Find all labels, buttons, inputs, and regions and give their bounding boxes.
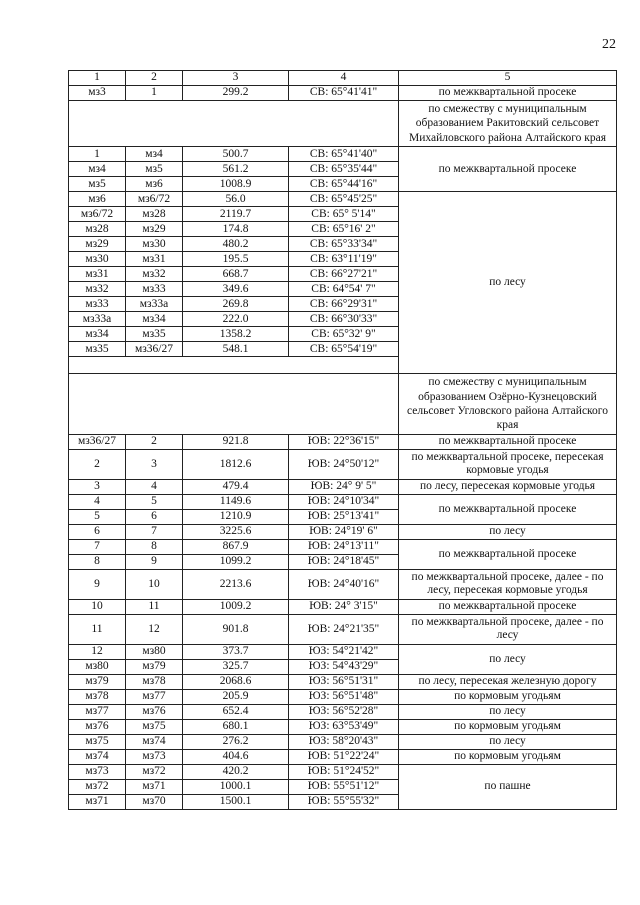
to-point: 6 <box>126 509 183 524</box>
table-row <box>69 539 617 554</box>
header-cell: 5 <box>399 71 617 86</box>
bearing: ЮЗ: 56°52'28" <box>289 704 399 719</box>
boundary-description: по межквартальной просеке, далее - по лесу, пересекая кормовые угодья <box>399 569 617 599</box>
to-point: мз79 <box>126 659 183 674</box>
bearing: ЮВ: 24°18'45" <box>289 554 399 569</box>
to-point: мз70 <box>126 794 183 809</box>
boundary-description: по лесу <box>399 644 617 674</box>
to-point: мз75 <box>126 719 183 734</box>
distance: 1149.6 <box>183 494 289 509</box>
from-point: 11 <box>69 614 126 644</box>
to-point: 5 <box>126 494 183 509</box>
from-point: 5 <box>69 509 126 524</box>
distance: 56.0 <box>183 192 289 207</box>
from-point: 7 <box>69 539 126 554</box>
bearing: СВ: 65°41'41" <box>289 86 399 101</box>
to-point: 12 <box>126 614 183 644</box>
table-row <box>69 749 617 764</box>
distance: 1812.6 <box>183 449 289 479</box>
to-point: 4 <box>126 479 183 494</box>
bearing: ЮВ: 24° 9' 5" <box>289 479 399 494</box>
to-point: мз6 <box>126 177 183 192</box>
to-point: мз5 <box>126 162 183 177</box>
bearing: СВ: 65°45'25" <box>289 192 399 207</box>
distance: 479.4 <box>183 479 289 494</box>
from-point: мз6 <box>69 192 126 207</box>
distance: 1358.2 <box>183 327 289 342</box>
table-row <box>69 449 617 479</box>
blank-cell <box>69 357 399 374</box>
table-row <box>69 494 617 509</box>
blank-cell <box>69 101 399 147</box>
distance: 2119.7 <box>183 207 289 222</box>
header-cell: 4 <box>289 71 399 86</box>
table-row <box>69 614 617 644</box>
boundary-description: по лесу, пересекая железную дорогу <box>399 674 617 689</box>
to-point: 11 <box>126 599 183 614</box>
bearing: ЮВ: 24°19' 6" <box>289 524 399 539</box>
header-cell: 1 <box>69 71 126 86</box>
boundary-description: по межквартальной просеке <box>399 599 617 614</box>
adjacency-note: по смежеству с муниципальным образованием Озёрно-Кузнецовский сельсовет Угловского района Алтайского края <box>399 374 617 435</box>
bearing: ЮЗ: 56°51'31" <box>289 674 399 689</box>
bearing: ЮВ: 24° 3'15" <box>289 599 399 614</box>
bearing: СВ: 65°35'44" <box>289 162 399 177</box>
distance: 500.7 <box>183 147 289 162</box>
bearing: ЮВ: 24°10'34" <box>289 494 399 509</box>
from-point: 9 <box>69 569 126 599</box>
boundary-description: по лесу <box>399 704 617 719</box>
to-point: мз80 <box>126 644 183 659</box>
header-cell: 2 <box>126 71 183 86</box>
from-point: мз6/72 <box>69 207 126 222</box>
from-point: мз34 <box>69 327 126 342</box>
distance: 3225.6 <box>183 524 289 539</box>
from-point: мз78 <box>69 689 126 704</box>
bearing: ЮЗ: 56°51'48" <box>289 689 399 704</box>
to-point: 8 <box>126 539 183 554</box>
to-point: мз76 <box>126 704 183 719</box>
table-row <box>69 147 617 162</box>
distance: 901.8 <box>183 614 289 644</box>
to-point: мз29 <box>126 222 183 237</box>
boundary-description: по межквартальной просеке, пересекая кормовые угодья <box>399 449 617 479</box>
to-point: мз4 <box>126 147 183 162</box>
boundary-description: по межквартальной просеке <box>399 434 617 449</box>
bearing: ЮВ: 22°36'15" <box>289 434 399 449</box>
boundary-description: по межквартальной просеке <box>399 494 617 524</box>
to-point: мз33 <box>126 282 183 297</box>
to-point: мз74 <box>126 734 183 749</box>
from-point: 1 <box>69 147 126 162</box>
distance: 652.4 <box>183 704 289 719</box>
from-point: 2 <box>69 449 126 479</box>
bearing: СВ: 63°11'19" <box>289 252 399 267</box>
distance: 561.2 <box>183 162 289 177</box>
from-point: мз4 <box>69 162 126 177</box>
from-point: мз32 <box>69 282 126 297</box>
bearing: СВ: 64°54' 7" <box>289 282 399 297</box>
bearing: СВ: 65° 5'14" <box>289 207 399 222</box>
distance: 867.9 <box>183 539 289 554</box>
from-point: мз35 <box>69 342 126 357</box>
header-cell: 3 <box>183 71 289 86</box>
distance: 1210.9 <box>183 509 289 524</box>
to-point: 9 <box>126 554 183 569</box>
distance: 325.7 <box>183 659 289 674</box>
distance: 404.6 <box>183 749 289 764</box>
to-point: мз6/72 <box>126 192 183 207</box>
distance: 205.9 <box>183 689 289 704</box>
distance: 921.8 <box>183 434 289 449</box>
note-row <box>69 101 617 147</box>
to-point: 3 <box>126 449 183 479</box>
boundary-description: по межквартальной просеке <box>399 147 617 192</box>
bearing: ЮВ: 55°51'12" <box>289 779 399 794</box>
table-row <box>69 734 617 749</box>
distance: 1000.1 <box>183 779 289 794</box>
from-point: 10 <box>69 599 126 614</box>
bearing: ЮЗ: 58°20'43" <box>289 734 399 749</box>
boundary-description: по межквартальной просеке <box>399 86 617 101</box>
to-point: мз71 <box>126 779 183 794</box>
to-point: мз35 <box>126 327 183 342</box>
from-point: мз33а <box>69 312 126 327</box>
boundary-description: по кормовым угодьям <box>399 749 617 764</box>
boundary-description: по межквартальной просеке <box>399 539 617 569</box>
table-row <box>69 434 617 449</box>
bearing: СВ: 65°16' 2" <box>289 222 399 237</box>
distance: 2068.6 <box>183 674 289 689</box>
from-point: мз30 <box>69 252 126 267</box>
bearing: СВ: 65°32' 9" <box>289 327 399 342</box>
from-point: мз29 <box>69 237 126 252</box>
adjacency-note: по смежеству с муниципальным образованием Ракитовский сельсовет Михайловского района Алтайского края <box>399 101 617 147</box>
from-point: мз36/27 <box>69 434 126 449</box>
boundary-table <box>68 70 617 810</box>
from-point: мз72 <box>69 779 126 794</box>
table-header-row <box>69 71 617 86</box>
from-point: мз80 <box>69 659 126 674</box>
distance: 1009.2 <box>183 599 289 614</box>
table-row <box>69 674 617 689</box>
bearing: ЮВ: 51°24'52" <box>289 764 399 779</box>
from-point: 6 <box>69 524 126 539</box>
distance: 548.1 <box>183 342 289 357</box>
bearing: ЮЗ: 54°43'29" <box>289 659 399 674</box>
to-point: 1 <box>126 86 183 101</box>
boundary-description: по кормовым угодьям <box>399 719 617 734</box>
to-point: мз72 <box>126 764 183 779</box>
from-point: мз79 <box>69 674 126 689</box>
distance: 174.8 <box>183 222 289 237</box>
from-point: мз3 <box>69 86 126 101</box>
page-number: 22 <box>602 37 616 52</box>
bearing: СВ: 65°44'16" <box>289 177 399 192</box>
distance: 269.8 <box>183 297 289 312</box>
bearing: ЮВ: 55°55'32" <box>289 794 399 809</box>
table-row <box>69 86 617 101</box>
distance: 299.2 <box>183 86 289 101</box>
boundary-description: по лесу <box>399 192 617 374</box>
boundary-description: по лесу <box>399 524 617 539</box>
table-row <box>69 719 617 734</box>
distance: 1500.1 <box>183 794 289 809</box>
bearing: ЮЗ: 54°21'42" <box>289 644 399 659</box>
distance: 195.5 <box>183 252 289 267</box>
from-point: мз33 <box>69 297 126 312</box>
from-point: 4 <box>69 494 126 509</box>
distance: 1008.9 <box>183 177 289 192</box>
distance: 349.6 <box>183 282 289 297</box>
from-point: мз77 <box>69 704 126 719</box>
to-point: мз77 <box>126 689 183 704</box>
from-point: мз28 <box>69 222 126 237</box>
boundary-description: по лесу <box>399 734 617 749</box>
bearing: ЮВ: 24°13'11" <box>289 539 399 554</box>
boundary-description: по лесу, пересекая кормовые угодья <box>399 479 617 494</box>
bearing: СВ: 65°54'19" <box>289 342 399 357</box>
to-point: мз31 <box>126 252 183 267</box>
to-point: мз73 <box>126 749 183 764</box>
to-point: мз36/27 <box>126 342 183 357</box>
distance: 680.1 <box>183 719 289 734</box>
bearing: ЮЗ: 63°53'49" <box>289 719 399 734</box>
distance: 420.2 <box>183 764 289 779</box>
bearing: ЮВ: 25°13'41" <box>289 509 399 524</box>
bearing: СВ: 66°29'31" <box>289 297 399 312</box>
from-point: мз75 <box>69 734 126 749</box>
distance: 373.7 <box>183 644 289 659</box>
bearing: ЮВ: 24°50'12" <box>289 449 399 479</box>
distance: 2213.6 <box>183 569 289 599</box>
bearing: ЮВ: 51°22'24" <box>289 749 399 764</box>
from-point: мз31 <box>69 267 126 282</box>
from-point: мз5 <box>69 177 126 192</box>
from-point: 3 <box>69 479 126 494</box>
bearing: ЮВ: 24°40'16" <box>289 569 399 599</box>
to-point: мз30 <box>126 237 183 252</box>
table-body <box>69 86 617 810</box>
from-point: мз76 <box>69 719 126 734</box>
boundary-description: по межквартальной просеке, далее - по лесу <box>399 614 617 644</box>
to-point: 10 <box>126 569 183 599</box>
distance: 668.7 <box>183 267 289 282</box>
bearing: СВ: 65°33'34" <box>289 237 399 252</box>
distance: 222.0 <box>183 312 289 327</box>
from-point: 12 <box>69 644 126 659</box>
note-row <box>69 374 617 435</box>
to-point: 7 <box>126 524 183 539</box>
from-point: 8 <box>69 554 126 569</box>
table-row <box>69 689 617 704</box>
to-point: мз28 <box>126 207 183 222</box>
distance: 1099.2 <box>183 554 289 569</box>
to-point: мз33а <box>126 297 183 312</box>
from-point: мз74 <box>69 749 126 764</box>
distance: 276.2 <box>183 734 289 749</box>
table-row <box>69 764 617 779</box>
boundary-description: по кормовым угодьям <box>399 689 617 704</box>
to-point: мз78 <box>126 674 183 689</box>
bearing: ЮВ: 24°21'35" <box>289 614 399 644</box>
table-row <box>69 524 617 539</box>
table-row <box>69 704 617 719</box>
bearing: СВ: 65°41'40" <box>289 147 399 162</box>
table-row <box>69 569 617 599</box>
to-point: мз34 <box>126 312 183 327</box>
blank-cell <box>69 374 399 435</box>
table-row <box>69 192 617 207</box>
bearing: СВ: 66°27'21" <box>289 267 399 282</box>
table-row <box>69 479 617 494</box>
from-point: мз71 <box>69 794 126 809</box>
bearing: СВ: 66°30'33" <box>289 312 399 327</box>
table-row <box>69 644 617 659</box>
distance: 480.2 <box>183 237 289 252</box>
table-row <box>69 599 617 614</box>
boundary-description: по пашне <box>399 764 617 809</box>
to-point: мз32 <box>126 267 183 282</box>
to-point: 2 <box>126 434 183 449</box>
from-point: мз73 <box>69 764 126 779</box>
